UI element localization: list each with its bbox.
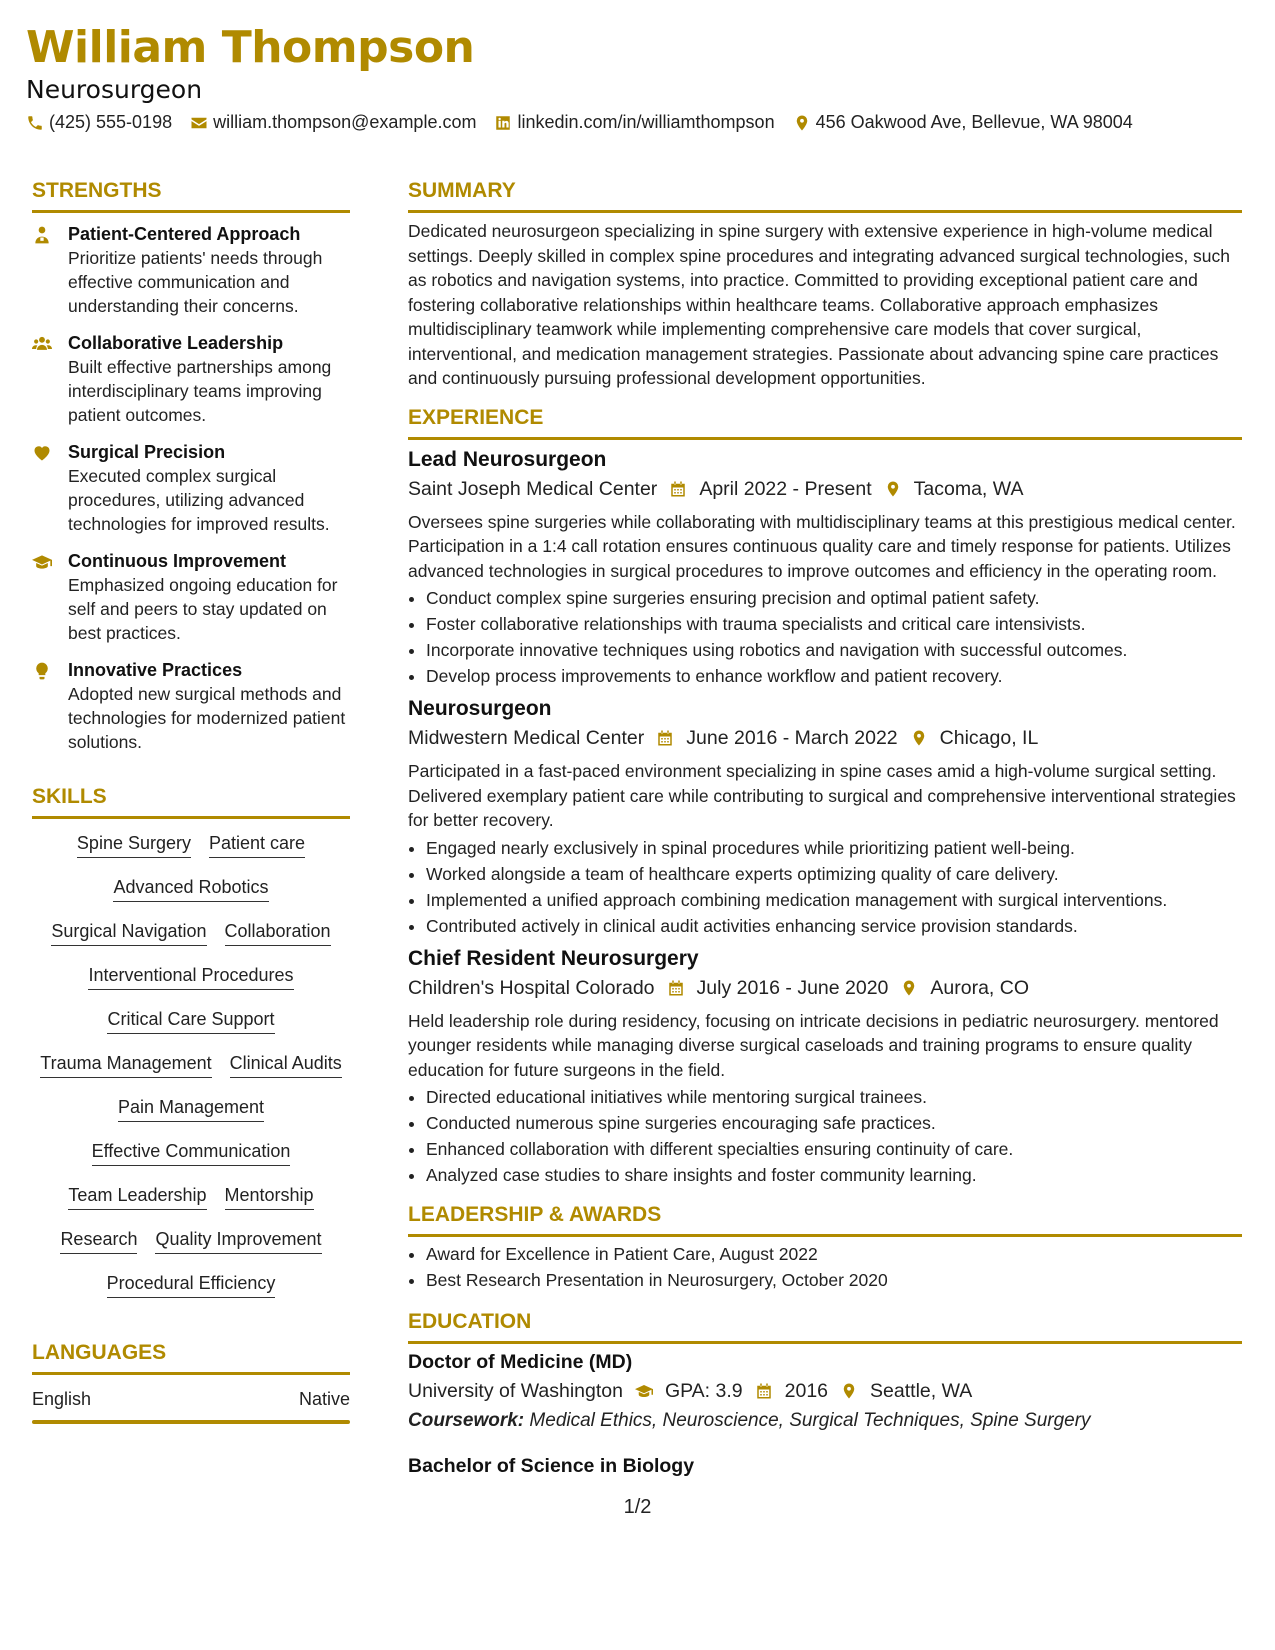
linkedin-text: linkedin.com/in/williamthompson: [517, 112, 775, 132]
summary-heading: SUMMARY: [408, 179, 516, 202]
calendar-icon: [755, 1382, 773, 1400]
phone-icon: [26, 114, 44, 132]
resume-header: [26, 22, 1255, 133]
skill-tag: Interventional Procedures: [88, 963, 293, 990]
strength-title: Patient-Centered Approach: [68, 224, 301, 244]
gpa: GPA: 3.9: [664, 1380, 743, 1402]
lightbulb-icon: [32, 661, 54, 679]
contact-bar: [26, 112, 1255, 133]
contact-linkedin[interactable]: [494, 112, 774, 133]
strengths-heading: STRENGTHS: [32, 179, 162, 202]
graduation-year: 2016: [784, 1380, 829, 1402]
job-entry: [408, 446, 1242, 690]
language-level-bar: [32, 1420, 350, 1424]
skill-tag: Quality Improvement: [155, 1227, 321, 1254]
job-bullets: [408, 585, 1242, 689]
language-name: English: [32, 1389, 92, 1409]
team-icon: [32, 334, 54, 352]
linkedin-icon: [494, 114, 512, 132]
job-location: Aurora, CO: [930, 976, 1030, 999]
education-heading: EDUCATION: [408, 1310, 532, 1333]
coursework-list: Medical Ethics, Neuroscience, Surgical Techniques, Spine Surgery: [529, 1410, 1091, 1431]
skill-tag: Procedural Efficiency: [107, 1271, 276, 1298]
employer: Children's Hospital Colorado: [408, 976, 655, 999]
strength-desc: Emphasized ongoing education for self and peers to stay updated on best practices.: [68, 575, 338, 643]
bullet-item: • Foster collaborative relationships with trauma specialists and critical care intensivists.: [426, 611, 1242, 637]
candidate-name: William Thompson: [26, 22, 475, 73]
skill-tag: Trauma Management: [40, 1051, 211, 1078]
award-item: • Best Research Presentation in Neurosurgery, October 2020: [426, 1267, 1242, 1293]
degree-title: Doctor of Medicine (MD): [408, 1351, 633, 1373]
job-meta: [408, 973, 1242, 1003]
map-pin-icon: [884, 480, 902, 498]
strength-item: [32, 550, 350, 645]
section-divider: [32, 1372, 350, 1375]
contact-address: [793, 112, 1133, 133]
bullet-item: • Engaged nearly exclusively in spinal procedures while prioritizing patient well-being.: [426, 835, 1242, 861]
envelope-icon: [190, 114, 208, 132]
contact-phone[interactable]: [26, 112, 172, 133]
candidate-title: Neurosurgeon: [26, 75, 203, 104]
employer: Saint Joseph Medical Center: [408, 477, 658, 500]
skill-tag: Mentorship: [225, 1183, 314, 1210]
experience-heading: EXPERIENCE: [408, 405, 544, 429]
left-column: [32, 178, 350, 1424]
skill-tag: Research: [60, 1227, 137, 1254]
coursework: [408, 1406, 1242, 1436]
skill-tag: Patient care: [209, 831, 305, 858]
skill-tag: Clinical Audits: [230, 1051, 342, 1078]
skill-tag: Team Leadership: [68, 1183, 206, 1210]
awards-heading: LEADERSHIP & AWARDS: [408, 1203, 662, 1226]
bullet-item: • Implemented a unified approach combining medication management with surgical interventions.: [426, 887, 1242, 913]
bullet-item: • Contributed actively in clinical audit activities enhancing service provision standards.: [426, 913, 1242, 939]
degree-title: Bachelor of Science in Biology: [408, 1455, 695, 1477]
calendar-icon: [669, 480, 687, 498]
skill-tag: Surgical Navigation: [51, 919, 206, 946]
language-row: [32, 1389, 350, 1410]
email-text: william.thompson@example.com: [213, 112, 477, 132]
summary-text: Dedicated neurosurgeon specializing in spine surgery with extensive experience in high-volume medical settings. Deeply skilled in complex spine procedures and integrating advanced surgical technologies, such as robotics and navigation systems, into practice. Committed to providing exceptional patient care and fostering collaborative relationships within healthcare teams. Collaborative approach emphasizes multidisciplinary teamwork while implementing comprehensive care models that cover surgical, interventional, and medication management strategies. Passionate about advancing spine care practices and continuously pursuing professional development opportunities.: [408, 221, 1231, 388]
skill-tag: Pain Management: [118, 1095, 264, 1122]
bullet-item: • Conduct complex spine surgeries ensuring precision and optimal patient safety.: [426, 585, 1242, 611]
skill-tag: Critical Care Support: [107, 1007, 274, 1034]
graduation-cap-icon: [635, 1382, 653, 1400]
section-divider: [408, 210, 1242, 213]
job-dates: July 2016 - June 2020: [696, 976, 889, 999]
awards-list: [408, 1241, 1242, 1293]
job-dates: June 2016 - March 2022: [686, 727, 898, 749]
section-divider: [408, 1234, 1242, 1237]
job-location: Chicago, IL: [939, 727, 1039, 749]
strength-item: [32, 223, 350, 318]
address-text: 456 Oakwood Ave, Bellevue, WA 98004: [815, 112, 1133, 132]
job-meta: [408, 474, 1242, 504]
strength-item: [32, 332, 350, 427]
map-pin-icon: [910, 729, 928, 747]
job-location: Tacoma, WA: [913, 477, 1024, 500]
strength-title: Collaborative Leadership: [68, 333, 284, 353]
skill-tag: Advanced Robotics: [113, 875, 268, 902]
strength-title: Innovative Practices: [68, 660, 243, 680]
strength-title: Continuous Improvement: [68, 551, 287, 571]
skill-tag: Collaboration: [225, 919, 331, 946]
bullet-item: • Worked alongside a team of healthcare experts optimizing quality of care delivery.: [426, 861, 1242, 887]
strength-item: [32, 441, 350, 536]
map-pin-icon: [900, 979, 918, 997]
job-description: Oversees spine surgeries while collaborating with multidisciplinary teams at this prestigious medical center. Participation in a 1:4 call rotation ensures continuous quality care and timely response for patients. Utilizes advanced technologies in surgical procedures to improve outcomes and efficiency in the operating room.: [408, 511, 1236, 581]
job-bullets: [408, 1084, 1242, 1188]
strength-desc: Built effective partnerships among interdisciplinary teams improving patient outcomes.: [68, 357, 332, 425]
skill-tag: Effective Communication: [92, 1139, 291, 1166]
section-divider: [32, 210, 350, 213]
job-entry: [408, 695, 1242, 939]
page-number: 1/2: [623, 1496, 652, 1518]
job-title: Neurosurgeon: [408, 697, 552, 720]
section-divider: [32, 816, 350, 819]
skills-heading: SKILLS: [32, 785, 107, 808]
coursework-label: Coursework:: [408, 1410, 525, 1431]
strength-item: [32, 659, 350, 754]
calendar-icon: [656, 729, 674, 747]
strength-desc: Prioritize patients' needs through effective communication and understanding their concerns.: [68, 248, 323, 316]
degree-meta: [408, 1376, 1242, 1406]
skills-list: [32, 829, 350, 1300]
job-meta: [408, 723, 1242, 753]
bullet-item: • Conducted numerous spine surgeries encouraging safe practices.: [426, 1110, 1242, 1136]
section-divider: [408, 1341, 1242, 1344]
bullet-item: • Directed educational initiatives while mentoring surgical trainees.: [426, 1084, 1242, 1110]
job-bullets: [408, 835, 1242, 939]
map-pin-icon: [793, 114, 811, 132]
job-dates: April 2022 - Present: [699, 477, 872, 500]
phone-text: (425) 555-0198: [49, 112, 173, 132]
strength-desc: Executed complex surgical procedures, utilizing advanced technologies for improved results.: [68, 466, 330, 534]
bullet-item: • Analyzed case studies to share insights and foster community learning.: [426, 1162, 1242, 1188]
section-divider: [408, 437, 1242, 440]
employer: Midwestern Medical Center: [408, 727, 645, 749]
contact-email[interactable]: [190, 112, 476, 133]
heart-icon: [32, 443, 54, 461]
award-item: • Award for Excellence in Patient Care, August 2022: [426, 1241, 1242, 1267]
map-pin-icon: [840, 1382, 858, 1400]
school-location: Seattle, WA: [870, 1380, 973, 1402]
bullet-item: • Develop process improvements to enhance workflow and patient recovery.: [426, 663, 1242, 689]
job-title: Lead Neurosurgeon: [408, 447, 607, 471]
strength-title: Surgical Precision: [68, 442, 226, 462]
school-name: University of Washington: [408, 1380, 623, 1402]
graduation-cap-icon: [32, 552, 54, 570]
job-description: Held leadership role during residency, focusing on intricate decisions in pediatric neurosurgery. mentored younger residents while managing diverse surgical caseloads and training programs to ensure quality education for future surgeons in the field.: [408, 1010, 1219, 1080]
patient-icon: [32, 225, 54, 243]
skill-tag: Spine Surgery: [77, 831, 191, 858]
calendar-icon: [667, 979, 685, 997]
language-level: Native: [298, 1389, 350, 1409]
strength-desc: Adopted new surgical methods and technologies for modernized patient solutions.: [68, 684, 346, 752]
right-column: [408, 178, 1242, 1480]
job-entry: [408, 945, 1242, 1189]
bullet-item: • Enhanced collaboration with different specialties ensuring continuity of care.: [426, 1136, 1242, 1162]
languages-heading: LANGUAGES: [32, 1341, 167, 1364]
job-title: Chief Resident Neurosurgery: [408, 946, 699, 970]
job-description: Participated in a fast-paced environment specializing in spine cases amid a high-volume surgical setting. Delivered exemplary patient care while contributing to surgical and comprehensive interventional strategies for better recovery.: [408, 761, 1236, 830]
bullet-item: • Incorporate innovative techniques using robotics and navigation with successful outcomes.: [426, 637, 1242, 663]
